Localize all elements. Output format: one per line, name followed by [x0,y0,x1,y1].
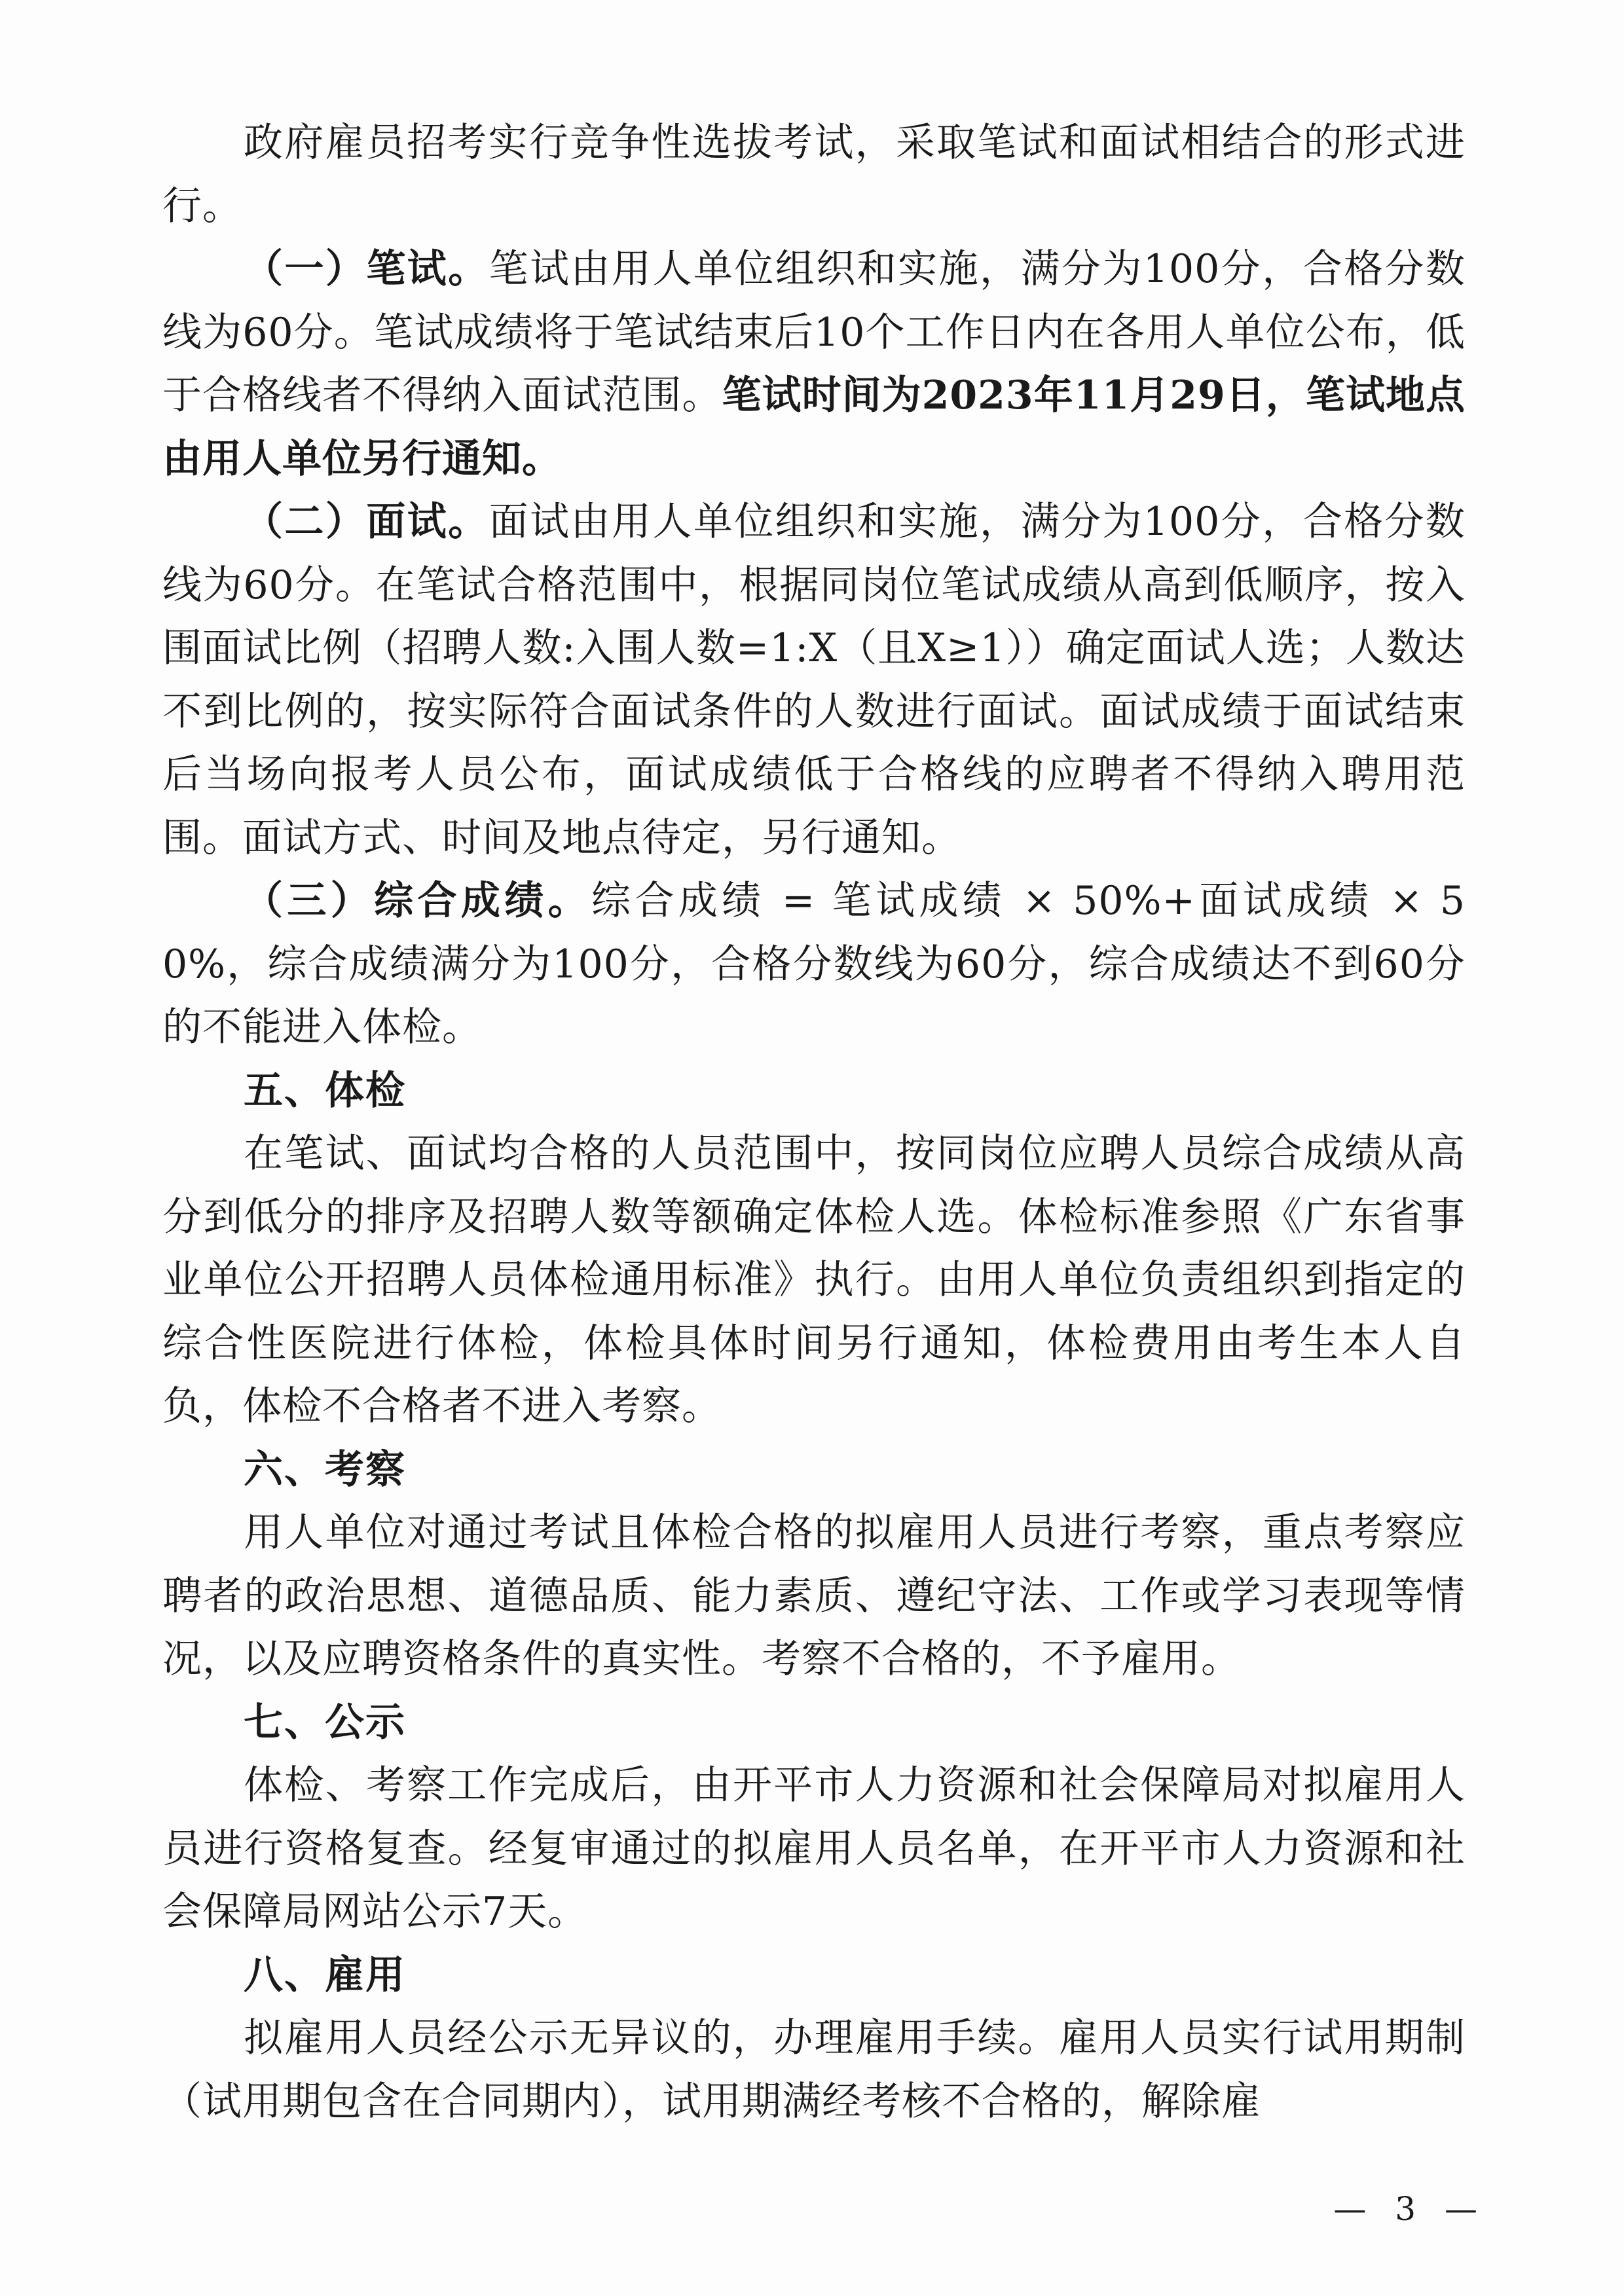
section-heading-employment: 八、雇用 [244,1952,406,1998]
paragraph-interview [162,490,1466,869]
section-heading-publicity: 七、公示 [244,1699,406,1745]
paragraph-written-exam [162,238,1466,490]
document-body [162,111,1466,2133]
written-exam-title: （一）笔试。 [244,246,489,292]
overall-score-body: 综合成绩 = 笔试成绩 × 50%+面试成绩 × 50%，综合成绩满分为100分，合格分数线为60分，综合成绩达不到60分的不能进入体检。 [162,878,1466,1050]
written-exam-body: 笔试由用人单位组织和实施，满分为100分，合格分数线为60分。笔试成绩将于笔试结束后10个工作日内在各用人单位公布，低于合格线者不得纳入面试范围。 [162,246,1466,418]
section-body-medical-exam: 在笔试、面试均合格的人员范围中，按同岗位应聘人员综合成绩从高分到低分的排序及招聘人数等额确定体检人选。体检标准参照《广东省事业单位公开招聘人员体检通用标准》执行。由用人单位负责组织到指定的综合性医院进行体检，体检具体时间另行通知，体检费用由考生本人自负，体检不合格者不进入考察。 [162,1131,1466,1429]
paragraph-exam-format [162,111,1466,238]
section-body-publicity: 体检、考察工作完成后，由开平市人力资源和社会保障局对拟雇用人员进行资格复查。经复审通过的拟雇用人员名单，在开平市人力资源和社会保障局网站公示7天。 [162,1762,1466,1935]
interview-body: 面试由用人单位组织和实施，满分为100分，合格分数线为60分。在笔试合格范围中，根据同岗位笔试成绩从高到低顺序，按入围面试比例（招聘人数:入围人数=1:X（且X≥1））确定面试人选；人数达不到比例的，按实际符合面试条件的人数进行面试。面试成绩于面试结束后当场向报考人员公布，面试成绩低于合格线的应聘者不得纳入聘用范围。面试方式、时间及地点待定，另行通知。 [162,499,1466,861]
paragraph-overall-score [162,869,1466,1059]
exam-format-text: 政府雇员招考实行竞争性选拔考试，采取笔试和面试相结合的形式进行。 [162,120,1466,229]
written-exam-schedule: 笔试时间为2023年11月29日，笔试地点由用人单位另行通知。 [162,373,1466,482]
section-body-employment: 拟雇用人员经公示无异议的，办理雇用手续。雇用人员实行试用期制（试用期包含在合同期内），试用期满经考核不合格的，解除雇 [162,2015,1466,2124]
interview-title: （二）面试。 [244,499,489,545]
overall-score-title: （三）综合成绩。 [244,878,591,924]
section-heading-medical-exam: 五、体检 [244,1067,406,1114]
section-heading-inspection: 六、考察 [244,1446,406,1493]
section-body-inspection: 用人单位对通过考试且体检合格的拟雇用人员进行考察，重点考察应聘者的政治思想、道德品质、能力素质、遵纪守法、工作或学习表现等情况，以及应聘资格条件的真实性。考察不合格的，不予雇用。 [162,1510,1466,1682]
page-number: — 3 — [1333,2190,1486,2228]
